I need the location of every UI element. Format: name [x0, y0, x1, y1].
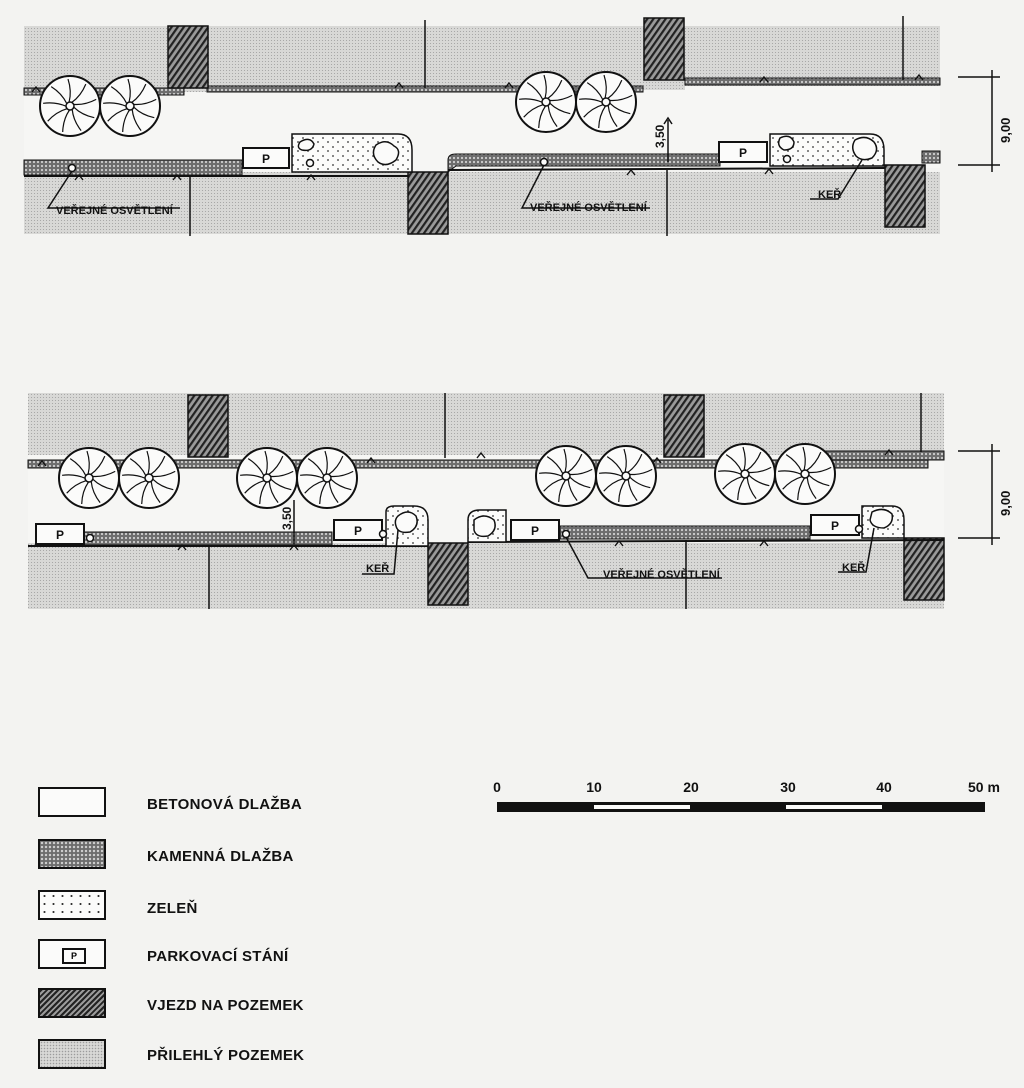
stone-paving-strip	[84, 532, 332, 545]
shrub	[853, 137, 877, 159]
adjacent-plots-bottom	[24, 172, 940, 234]
tree	[237, 448, 297, 508]
scale-tick-label: 30	[780, 779, 796, 795]
legend-swatch-stone-paving	[38, 839, 106, 869]
tree	[119, 448, 179, 508]
driveway	[188, 395, 228, 457]
street-lamp	[541, 159, 548, 166]
scale-tick-label: 20	[683, 779, 699, 795]
driveway	[885, 165, 925, 227]
scale-tick-label: 10	[586, 779, 602, 795]
street-section-2	[28, 393, 1013, 609]
dimension-label: 9,00	[998, 490, 1013, 516]
parking-symbol: P	[62, 948, 86, 964]
legend-swatch-adjacent-plot	[38, 1039, 106, 1069]
parking-spot	[719, 142, 767, 162]
scale-tick-label: 40	[876, 779, 892, 795]
driveway	[408, 172, 448, 234]
legend-label: ZELEŇ	[147, 900, 198, 917]
dimension-label: 3,50	[280, 506, 294, 530]
tree	[297, 448, 357, 508]
parking-spot	[811, 515, 859, 535]
shrub-label: KEŘ	[842, 562, 866, 574]
legend-swatch-parking	[38, 939, 106, 969]
tree	[775, 444, 835, 504]
shrub	[870, 509, 892, 528]
tree	[576, 72, 636, 132]
dimension-label: 3,50	[653, 124, 667, 148]
street-lighting-label: VEŘEJNÉ OSVĚTLENÍ	[603, 569, 720, 581]
parking-symbol: P	[261, 152, 271, 166]
legend-label: VJEZD NA POZEMEK	[147, 997, 304, 1014]
tree	[715, 444, 775, 504]
tree	[40, 76, 100, 136]
street-lighting-label: VEŘEJNÉ OSVĚTLENÍ	[530, 202, 647, 214]
legend-label: BETONOVÁ DLAŽBA	[147, 796, 303, 813]
street-section-1	[24, 16, 1013, 236]
legend-label: PARKOVACÍ STÁNÍ	[147, 948, 289, 965]
legend-swatch-driveway	[38, 988, 106, 1018]
stone-paving-strip	[560, 526, 810, 539]
tree	[59, 448, 119, 508]
shrub-label: KEŘ	[366, 563, 390, 575]
legend-swatch-concrete-paving	[38, 787, 106, 817]
driveway	[644, 18, 684, 80]
tree	[596, 446, 656, 506]
adjacent-plots-bottom	[28, 543, 944, 609]
driveway	[168, 26, 208, 88]
parking-symbol: P	[830, 519, 840, 533]
parking-spot	[334, 520, 382, 540]
driveway	[428, 543, 468, 605]
driveway	[904, 538, 944, 600]
tree	[100, 76, 160, 136]
shrub-label: KEŘ	[818, 189, 842, 201]
street-lighting-label: VEŘEJNÉ OSVĚTLENÍ	[56, 205, 173, 217]
street-lamp	[563, 531, 570, 538]
parking-symbol: P	[353, 524, 363, 538]
street-lamp	[69, 165, 76, 172]
stone-paving-strip	[685, 78, 940, 85]
scale-bar	[493, 779, 1000, 812]
scale-end-label: 50 m	[968, 779, 1000, 795]
driveway	[664, 395, 704, 457]
scale-tick-label: 0	[493, 779, 501, 795]
parking-symbol: P	[738, 146, 748, 160]
legend-swatch-greenery	[38, 890, 106, 920]
legend-label: KAMENNÁ DLAŽBA	[147, 848, 294, 865]
shrub	[474, 516, 495, 536]
parking-spot	[511, 520, 559, 540]
tree	[516, 72, 576, 132]
stone-paving-strip	[24, 160, 242, 175]
parking-symbol: P	[55, 528, 65, 542]
shrub	[395, 512, 417, 532]
parking-spot	[243, 148, 289, 168]
dimension-label: 9,00	[998, 117, 1013, 143]
parking-spot	[36, 524, 84, 544]
tree	[536, 446, 596, 506]
parking-symbol: P	[530, 524, 540, 538]
legend-label: PŘILEHLÝ POZEMEK	[147, 1047, 305, 1064]
